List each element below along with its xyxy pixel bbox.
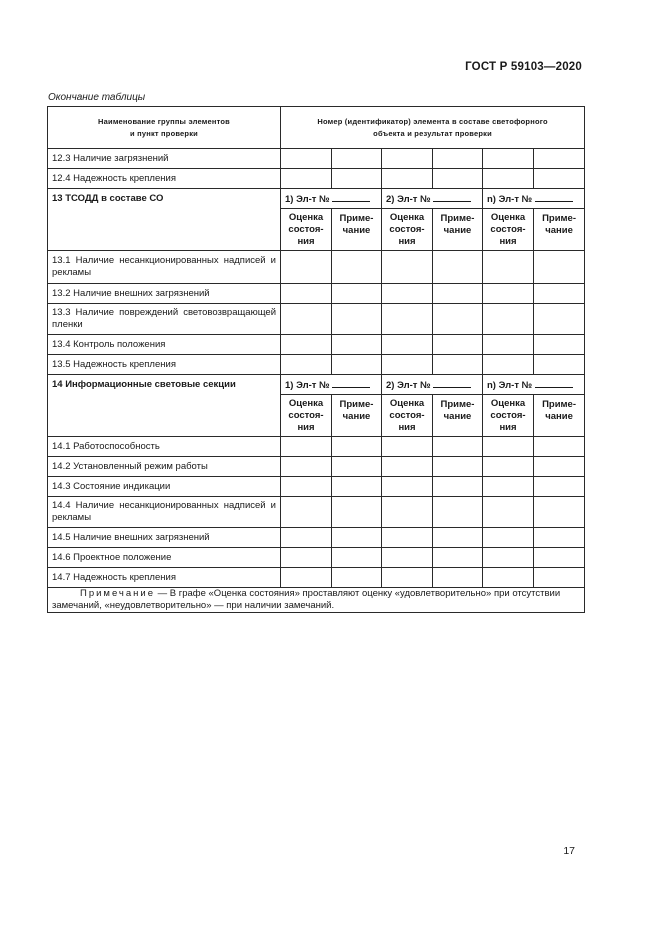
cell[interactable] [534, 548, 585, 568]
cell[interactable] [433, 355, 483, 375]
assess-line3: ния [499, 421, 517, 433]
cell[interactable] [281, 355, 332, 375]
row-label: 13.4 Контроль положения [48, 335, 281, 355]
table-caption: Окончание таблицы [48, 92, 146, 103]
cell[interactable] [433, 437, 483, 457]
cell[interactable] [433, 335, 483, 355]
assess-line3: ния [297, 421, 315, 433]
assess-line3: ния [398, 235, 416, 247]
cell[interactable] [433, 548, 483, 568]
cell[interactable] [483, 304, 534, 335]
note-column-header [332, 395, 382, 437]
cell[interactable] [433, 251, 483, 284]
cell[interactable] [382, 251, 433, 284]
row-label: 14.5 Наличие внешних загрязнений [48, 528, 281, 548]
row-label: 13.1 Наличие несанкционированных надписей и рекламы [48, 251, 281, 284]
assess-line2: состоя- [389, 223, 425, 235]
note-column-header [433, 209, 483, 251]
element-1-heading [281, 375, 382, 395]
element-1-label: 1) Эл-т № [285, 193, 330, 205]
cell[interactable] [382, 548, 433, 568]
cell[interactable] [382, 304, 433, 335]
cell[interactable] [332, 497, 382, 528]
element-1-label: 1) Эл-т № [285, 379, 330, 391]
cell[interactable] [332, 304, 382, 335]
assess-column-header [483, 395, 534, 437]
table-row [48, 457, 585, 477]
cell[interactable] [433, 497, 483, 528]
assess-line2: состоя- [490, 223, 526, 235]
table-row [48, 548, 585, 568]
assess-line2: состоя- [389, 409, 425, 421]
table-note [48, 588, 585, 613]
cell[interactable] [281, 477, 332, 497]
row-label: 12.4 Надежность крепления [48, 169, 281, 189]
cell[interactable] [332, 355, 382, 375]
assess-line2: состоя- [288, 409, 324, 421]
cell[interactable] [332, 169, 382, 189]
element-n-label: n) Эл-т № [487, 193, 533, 205]
cell[interactable] [483, 284, 534, 304]
assess-line1: Оценка [389, 211, 425, 223]
element-2-label: 2) Эл-т № [386, 193, 431, 205]
cell[interactable] [483, 497, 534, 528]
element-n-heading [483, 375, 585, 395]
element-2-blank[interactable] [433, 192, 471, 202]
cell[interactable] [281, 548, 332, 568]
table-row [48, 335, 585, 355]
cell[interactable] [534, 477, 585, 497]
note-lead: Примечание [80, 588, 155, 599]
note-line1: Приме- [440, 399, 475, 410]
cell[interactable] [433, 169, 483, 189]
cell[interactable] [281, 497, 332, 528]
table-row [48, 169, 585, 189]
note-line2: чание [545, 225, 573, 236]
cell[interactable] [281, 304, 332, 335]
section-13-title: 13 ТСОДД в составе СО [48, 189, 281, 251]
note-line1: Приме- [440, 213, 475, 224]
cell[interactable] [382, 437, 433, 457]
cell[interactable] [483, 251, 534, 284]
row-label: 14.2 Установленный режим работы [48, 457, 281, 477]
table-row [48, 304, 585, 335]
cell[interactable] [483, 437, 534, 457]
row-label: 13.3 Наличие повреждений световозвращающей пленки [48, 304, 281, 335]
note-line2: чание [342, 411, 371, 422]
cell[interactable] [534, 497, 585, 528]
cell[interactable] [382, 477, 433, 497]
element-2-heading [382, 189, 483, 209]
note-line2: чание [443, 411, 472, 422]
cell[interactable] [382, 355, 433, 375]
table-row [48, 497, 585, 528]
cell[interactable] [281, 149, 332, 169]
assess-line1: Оценка [490, 211, 526, 223]
cell[interactable] [332, 284, 382, 304]
cell[interactable] [433, 568, 483, 588]
cell[interactable] [534, 437, 585, 457]
element-n-label: n) Эл-т № [487, 379, 533, 391]
cell[interactable] [332, 335, 382, 355]
cell[interactable] [433, 304, 483, 335]
table-row [48, 437, 585, 457]
cell[interactable] [332, 528, 382, 548]
element-n-blank[interactable] [535, 192, 573, 202]
element-n-heading [483, 189, 585, 209]
cell[interactable] [332, 437, 382, 457]
table-row [48, 355, 585, 375]
assess-line2: состоя- [288, 223, 324, 235]
cell[interactable] [332, 477, 382, 497]
cell[interactable] [281, 284, 332, 304]
note-line2: чание [443, 225, 472, 236]
row-label: 14.4 Наличие несанкционированных надписей и рекламы [48, 497, 281, 528]
row-label: 13.5 Надежность крепления [48, 355, 281, 375]
cell[interactable] [433, 477, 483, 497]
assess-line1: Оценка [288, 397, 324, 409]
assess-line1: Оценка [288, 211, 324, 223]
note-line1: Приме- [542, 399, 577, 410]
header-element-id [281, 107, 585, 149]
cell[interactable] [332, 457, 382, 477]
note-column-header [534, 395, 585, 437]
note-column-header [534, 209, 585, 251]
table-note-row [48, 588, 585, 613]
cell[interactable] [332, 149, 382, 169]
document-code: ГОСТ Р 59103—2020 [465, 61, 582, 73]
cell[interactable] [534, 568, 585, 588]
row-label: 14.1 Работоспособность [48, 437, 281, 457]
section-14-header [48, 375, 585, 395]
cell[interactable] [281, 528, 332, 548]
cell[interactable] [281, 457, 332, 477]
table-row [48, 477, 585, 497]
note-text: — В графе «Оценка состояния» проставляют оценку «удовлетворительно» при отсутствии замечаний, «неудовлетворительно» — при наличии замечаний. [52, 588, 561, 611]
cell[interactable] [483, 548, 534, 568]
cell[interactable] [433, 528, 483, 548]
cell[interactable] [483, 149, 534, 169]
assess-line3: ния [297, 235, 315, 247]
assess-line1: Оценка [490, 397, 526, 409]
cell[interactable] [281, 568, 332, 588]
note-column-header [433, 395, 483, 437]
cell[interactable] [534, 528, 585, 548]
cell[interactable] [332, 548, 382, 568]
table-row [48, 149, 585, 169]
cell[interactable] [483, 477, 534, 497]
row-label: 14.6 Проектное положение [48, 548, 281, 568]
cell[interactable] [534, 149, 585, 169]
cell[interactable] [281, 169, 332, 189]
cell[interactable] [534, 284, 585, 304]
row-label: 14.3 Состояние индикации [48, 477, 281, 497]
note-line1: Приме- [339, 213, 374, 224]
cell[interactable] [534, 457, 585, 477]
cell[interactable] [534, 355, 585, 375]
table-row [48, 251, 585, 284]
element-2-blank[interactable] [433, 378, 471, 388]
assess-line3: ния [398, 421, 416, 433]
cell[interactable] [483, 568, 534, 588]
cell[interactable] [483, 335, 534, 355]
cell[interactable] [534, 335, 585, 355]
cell[interactable] [382, 528, 433, 548]
header-element-id-line1: Номер (идентификатор) элемента в составе светофорного [317, 116, 548, 126]
assess-column-header [382, 395, 433, 437]
section-13-header [48, 189, 585, 209]
note-line1: Приме- [542, 213, 577, 224]
element-2-label: 2) Эл-т № [386, 379, 431, 391]
cell[interactable] [382, 169, 433, 189]
row-label: 12.3 Наличие загрязнений [48, 149, 281, 169]
cell[interactable] [382, 284, 433, 304]
cell[interactable] [483, 169, 534, 189]
cell[interactable] [281, 437, 332, 457]
cell[interactable] [281, 251, 332, 284]
note-column-header [332, 209, 382, 251]
note-line1: Приме- [339, 399, 374, 410]
page-number: 17 [563, 845, 575, 857]
table-row [48, 284, 585, 304]
header-group-name-line1: Наименование группы элементов [98, 116, 230, 126]
assess-column-header [382, 209, 433, 251]
assess-column-header [281, 209, 332, 251]
cell[interactable] [382, 497, 433, 528]
element-1-heading [281, 189, 382, 209]
cell[interactable] [281, 335, 332, 355]
element-n-blank[interactable] [535, 378, 573, 388]
element-1-blank[interactable] [332, 378, 370, 388]
assess-column-header [483, 209, 534, 251]
cell[interactable] [534, 251, 585, 284]
cell[interactable] [534, 304, 585, 335]
assess-line1: Оценка [389, 397, 425, 409]
element-2-heading [382, 375, 483, 395]
cell[interactable] [483, 457, 534, 477]
cell[interactable] [483, 355, 534, 375]
cell[interactable] [534, 169, 585, 189]
table-row [48, 568, 585, 588]
table-row [48, 528, 585, 548]
header-group-name-line2: и пункт проверки [130, 128, 198, 138]
cell[interactable] [382, 457, 433, 477]
header-element-id-line2: объекта и результат проверки [373, 128, 492, 138]
cell[interactable] [433, 457, 483, 477]
assess-column-header [281, 395, 332, 437]
header-group-name [48, 107, 281, 149]
inspection-table [47, 106, 585, 613]
cell[interactable] [382, 335, 433, 355]
element-1-blank[interactable] [332, 192, 370, 202]
cell[interactable] [332, 568, 382, 588]
cell[interactable] [382, 568, 433, 588]
assess-line2: состоя- [490, 409, 526, 421]
cell[interactable] [332, 251, 382, 284]
table-header-row [48, 107, 585, 149]
assess-line3: ния [499, 235, 517, 247]
note-line2: чание [342, 225, 371, 236]
note-line2: чание [545, 411, 573, 422]
cell[interactable] [433, 284, 483, 304]
row-label: 14.7 Надежность крепления [48, 568, 281, 588]
cell[interactable] [483, 528, 534, 548]
row-label: 13.2 Наличие внешних загрязнений [48, 284, 281, 304]
cell[interactable] [433, 149, 483, 169]
cell[interactable] [382, 149, 433, 169]
section-14-title: 14 Информационные световые секции [48, 375, 281, 437]
